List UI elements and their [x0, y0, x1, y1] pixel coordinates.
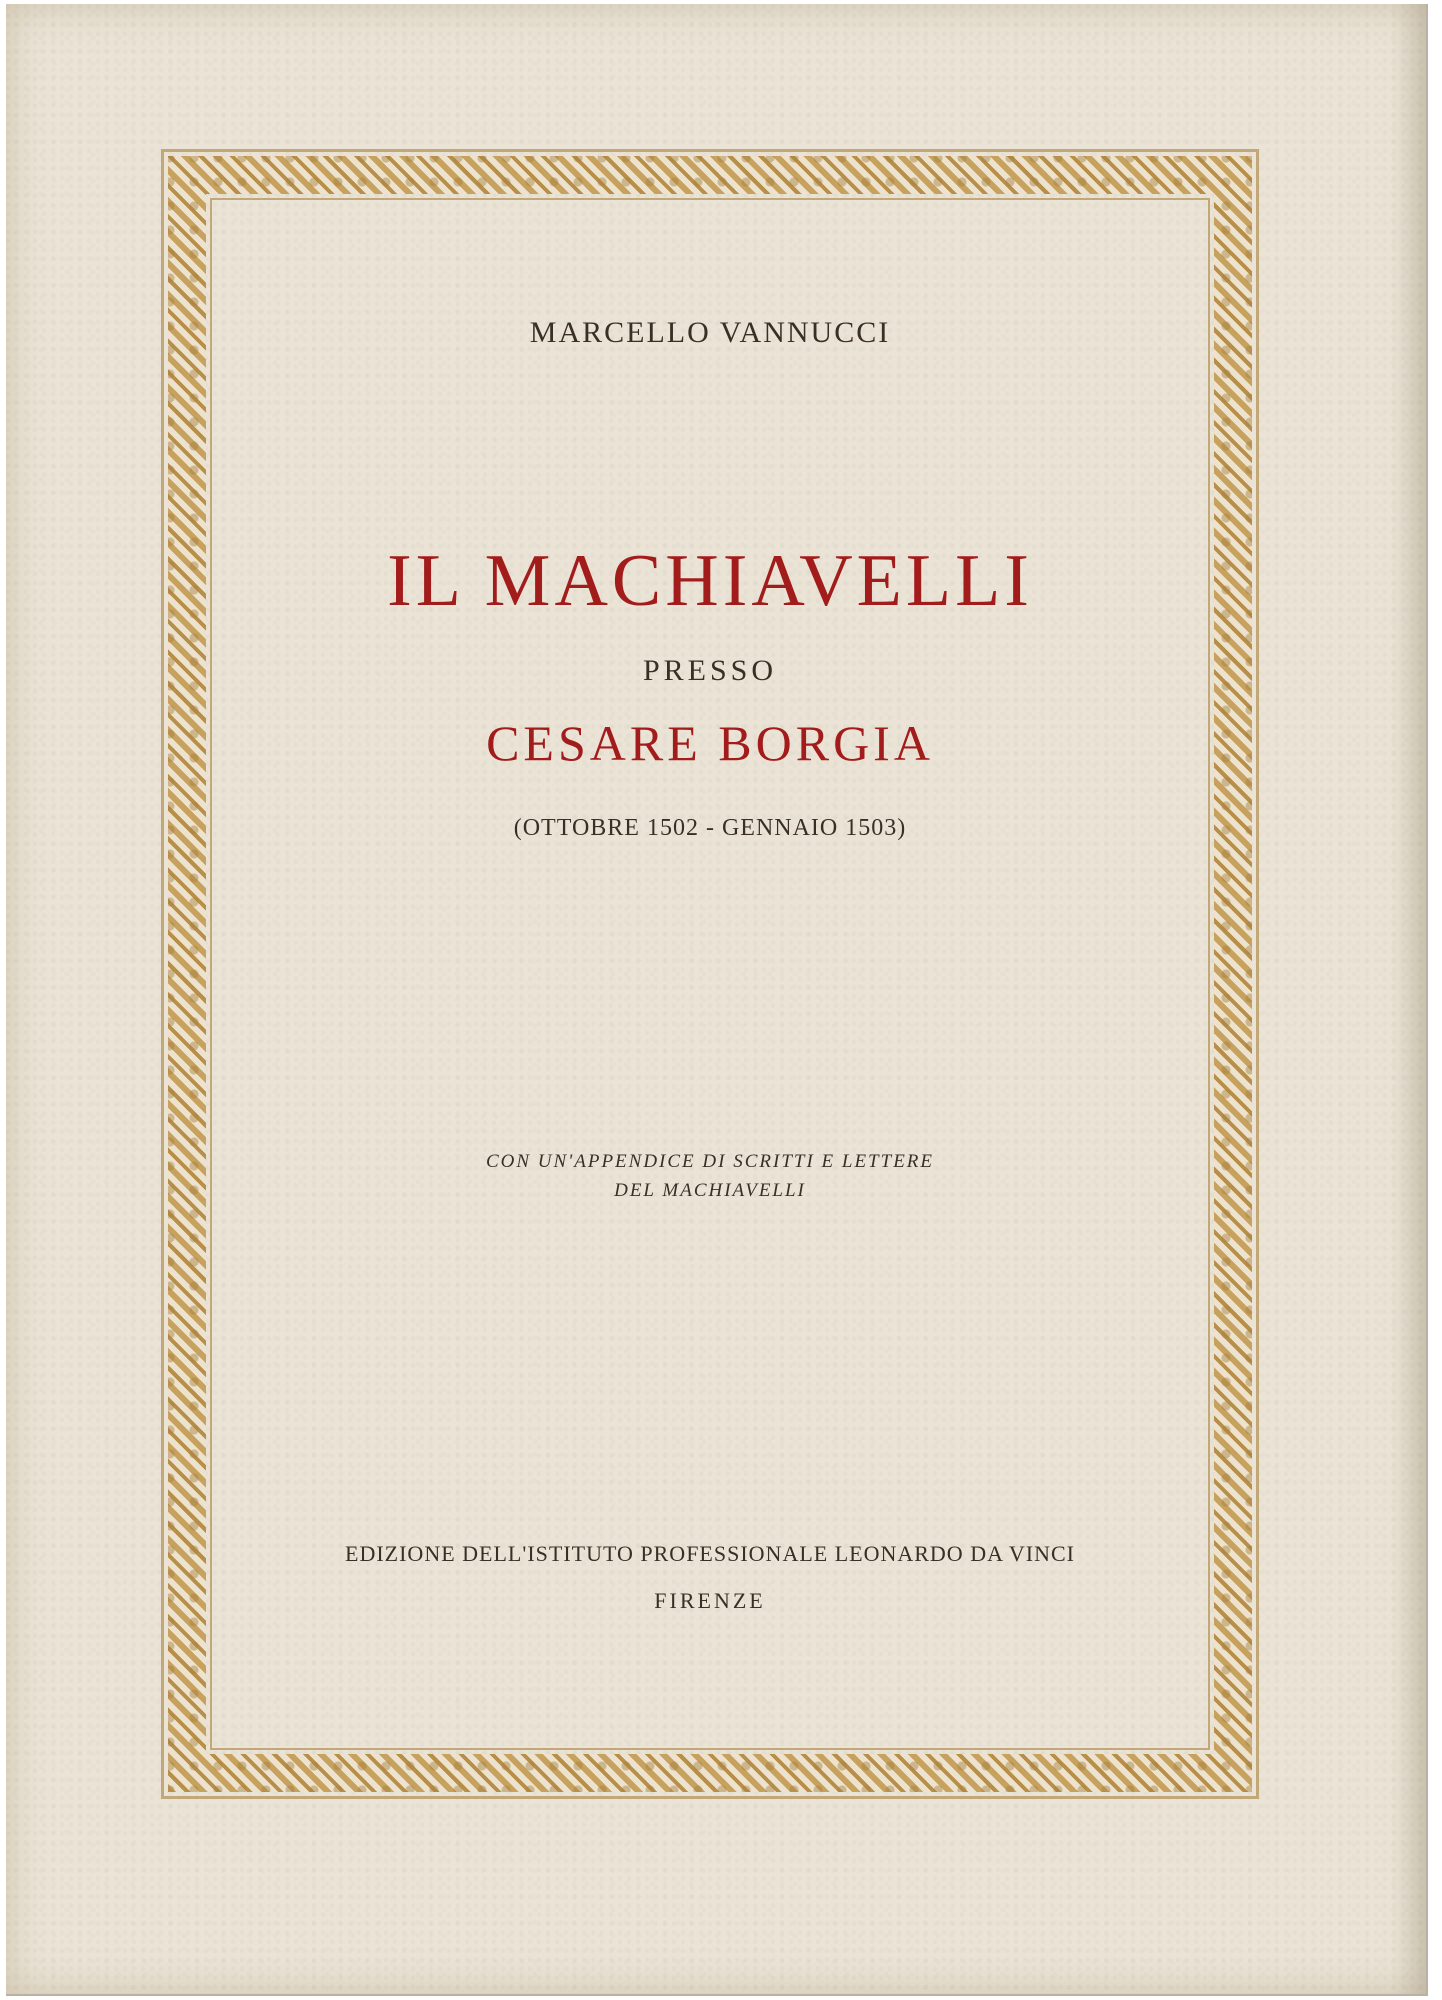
book-subject: CESARE BORGIA [486, 715, 934, 771]
inner-border-line [210, 198, 1210, 1750]
book-title: IL MACHIAVELLI [387, 540, 1033, 622]
author-name: MARCELLO VANNUCCI [529, 316, 891, 349]
cover-edge-shadow [1392, 4, 1426, 1994]
book-cover [6, 4, 1428, 1996]
publisher-name: EDIZIONE DELL'ISTITUTO PROFESSIONALE LEONARDO DA VINCI [345, 1541, 1075, 1566]
appendix-note-line2: DEL MACHIAVELLI [614, 1180, 806, 1201]
appendix-note-line1: CON UN'APPENDICE DI SCRITTI E LETTERE [485, 1151, 935, 1172]
publisher-city: FIRENZE [654, 1588, 766, 1613]
date-range: (OTTOBRE 1502 - GENNAIO 1503) [513, 815, 907, 841]
title-connector: PRESSO [642, 654, 778, 687]
